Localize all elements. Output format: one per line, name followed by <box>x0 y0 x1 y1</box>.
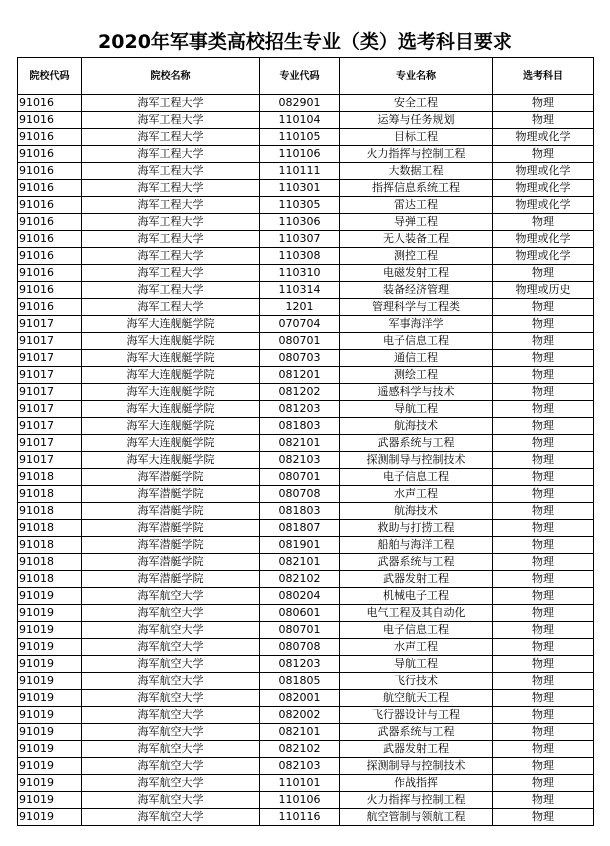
school-code-cell: 91016 <box>18 197 82 214</box>
major-name-cell: 航海技术 <box>340 418 493 435</box>
school-code-cell: 91019 <box>18 656 82 673</box>
major-code-cell: 082102 <box>260 571 340 588</box>
table-row <box>18 214 594 231</box>
school-code-cell: 91018 <box>18 554 82 571</box>
table-row <box>18 112 594 129</box>
major-code-cell: 110101 <box>260 775 340 792</box>
major-name-cell: 火力指挥与控制工程 <box>340 146 493 163</box>
table-row <box>18 724 594 741</box>
major-code-cell: 110314 <box>260 282 340 299</box>
major-code-cell: 081901 <box>260 537 340 554</box>
major-code-cell: 082001 <box>260 690 340 707</box>
school-name-cell: 海军航空大学 <box>82 707 260 724</box>
subject-cell: 物理 <box>493 554 594 571</box>
school-name-cell: 海军潜艇学院 <box>82 486 260 503</box>
school-code-cell: 91016 <box>18 146 82 163</box>
major-name-cell: 装备经济管理 <box>340 282 493 299</box>
school-code-cell: 91016 <box>18 180 82 197</box>
table-row <box>18 197 594 214</box>
school-code-cell: 91016 <box>18 95 82 112</box>
school-name-cell: 海军工程大学 <box>82 95 260 112</box>
major-name-cell: 武器系统与工程 <box>340 724 493 741</box>
school-name-cell: 海军潜艇学院 <box>82 537 260 554</box>
major-name-cell: 飞行器设计与工程 <box>340 707 493 724</box>
page-title: 2020年军事类高校招生专业（类）选考科目要求 <box>98 31 512 53</box>
table-row <box>18 503 594 520</box>
subject-cell: 物理 <box>493 605 594 622</box>
table-row <box>18 316 594 333</box>
table-row <box>18 469 594 486</box>
major-name-cell: 运筹与任务规划 <box>340 112 493 129</box>
school-code-cell: 91017 <box>18 316 82 333</box>
school-code-cell: 91016 <box>18 248 82 265</box>
major-code-cell: 081807 <box>260 520 340 537</box>
school-name-cell: 海军工程大学 <box>82 112 260 129</box>
major-code-cell: 082103 <box>260 758 340 775</box>
subject-cell: 物理 <box>493 741 594 758</box>
table-row <box>18 775 594 792</box>
major-code-cell: 082103 <box>260 452 340 469</box>
table-row <box>18 418 594 435</box>
subject-cell: 物理 <box>493 707 594 724</box>
school-name-cell: 海军潜艇学院 <box>82 571 260 588</box>
school-code-cell: 91016 <box>18 231 82 248</box>
school-name-cell: 海军工程大学 <box>82 146 260 163</box>
header-school-code: 院校代码 <box>18 58 82 95</box>
major-code-cell: 080601 <box>260 605 340 622</box>
table-row <box>18 180 594 197</box>
school-name-cell: 海军大连舰艇学院 <box>82 418 260 435</box>
major-code-cell: 082101 <box>260 435 340 452</box>
school-name-cell: 海军工程大学 <box>82 214 260 231</box>
major-code-cell: 080701 <box>260 469 340 486</box>
subject-cell: 物理或化学 <box>493 180 594 197</box>
table-row <box>18 350 594 367</box>
major-code-cell: 081203 <box>260 401 340 418</box>
header-subject: 选考科目 <box>493 58 594 95</box>
major-name-cell: 电子信息工程 <box>340 333 493 350</box>
table-row <box>18 282 594 299</box>
school-code-cell: 91018 <box>18 520 82 537</box>
major-code-cell: 080708 <box>260 486 340 503</box>
school-code-cell: 91017 <box>18 384 82 401</box>
major-code-cell: 110310 <box>260 265 340 282</box>
school-code-cell: 91016 <box>18 112 82 129</box>
subject-cell: 物理 <box>493 452 594 469</box>
major-code-cell: 081201 <box>260 367 340 384</box>
table-row <box>18 146 594 163</box>
subject-cell: 物理 <box>493 435 594 452</box>
major-code-cell: 110105 <box>260 129 340 146</box>
table-row <box>18 452 594 469</box>
major-name-cell: 武器系统与工程 <box>340 554 493 571</box>
school-name-cell: 海军大连舰艇学院 <box>82 316 260 333</box>
table-row <box>18 333 594 350</box>
table-row <box>18 622 594 639</box>
school-name-cell: 海军大连舰艇学院 <box>82 350 260 367</box>
school-name-cell: 海军航空大学 <box>82 588 260 605</box>
school-code-cell: 91017 <box>18 401 82 418</box>
major-name-cell: 测控工程 <box>340 248 493 265</box>
table-row <box>18 809 594 826</box>
subject-cell: 物理 <box>493 588 594 605</box>
school-code-cell: 91017 <box>18 452 82 469</box>
school-name-cell: 海军航空大学 <box>82 639 260 656</box>
major-name-cell: 船舶与海洋工程 <box>340 537 493 554</box>
major-code-cell: 110301 <box>260 180 340 197</box>
school-code-cell: 91019 <box>18 605 82 622</box>
table-row <box>18 163 594 180</box>
table-row <box>18 367 594 384</box>
subject-cell: 物理 <box>493 622 594 639</box>
major-code-cell: 081803 <box>260 503 340 520</box>
major-name-cell: 航空航天工程 <box>340 690 493 707</box>
table-row <box>18 129 594 146</box>
school-code-cell: 91019 <box>18 690 82 707</box>
table-row <box>18 792 594 809</box>
school-name-cell: 海军航空大学 <box>82 690 260 707</box>
major-code-cell: 080703 <box>260 350 340 367</box>
major-code-cell: 082102 <box>260 741 340 758</box>
subject-cell: 物理 <box>493 673 594 690</box>
major-code-cell: 082101 <box>260 724 340 741</box>
school-name-cell: 海军潜艇学院 <box>82 520 260 537</box>
school-code-cell: 91018 <box>18 469 82 486</box>
subject-cell: 物理 <box>493 333 594 350</box>
major-code-cell: 080204 <box>260 588 340 605</box>
school-code-cell: 91019 <box>18 809 82 826</box>
school-name-cell: 海军航空大学 <box>82 741 260 758</box>
major-name-cell: 电磁发射工程 <box>340 265 493 282</box>
major-name-cell: 通信工程 <box>340 350 493 367</box>
school-code-cell: 91018 <box>18 503 82 520</box>
school-code-cell: 91019 <box>18 639 82 656</box>
school-code-cell: 91019 <box>18 622 82 639</box>
school-code-cell: 91019 <box>18 707 82 724</box>
subject-cell: 物理 <box>493 265 594 282</box>
header-major-code: 专业代码 <box>260 58 340 95</box>
table-row <box>18 401 594 418</box>
major-code-cell: 110305 <box>260 197 340 214</box>
major-name-cell: 雷达工程 <box>340 197 493 214</box>
major-code-cell: 1201 <box>260 299 340 316</box>
major-name-cell: 军事海洋学 <box>340 316 493 333</box>
major-name-cell: 电气工程及其自动化 <box>340 605 493 622</box>
major-code-cell: 080708 <box>260 639 340 656</box>
subject-cell: 物理或化学 <box>493 231 594 248</box>
table-row <box>18 95 594 112</box>
school-code-cell: 91017 <box>18 418 82 435</box>
major-code-cell: 082101 <box>260 554 340 571</box>
subject-cell: 物理 <box>493 775 594 792</box>
school-name-cell: 海军航空大学 <box>82 605 260 622</box>
subject-cell: 物理 <box>493 214 594 231</box>
major-code-cell: 110116 <box>260 809 340 826</box>
school-name-cell: 海军大连舰艇学院 <box>82 384 260 401</box>
major-code-cell: 110307 <box>260 231 340 248</box>
major-code-cell: 082901 <box>260 95 340 112</box>
subject-cell: 物理 <box>493 537 594 554</box>
subject-cell: 物理 <box>493 503 594 520</box>
school-name-cell: 海军工程大学 <box>82 231 260 248</box>
subject-cell: 物理 <box>493 146 594 163</box>
school-name-cell: 海军工程大学 <box>82 163 260 180</box>
table-row <box>18 435 594 452</box>
table-row <box>18 520 594 537</box>
subject-cell: 物理 <box>493 299 594 316</box>
subject-cell: 物理 <box>493 690 594 707</box>
table-row <box>18 384 594 401</box>
school-code-cell: 91016 <box>18 265 82 282</box>
table-row <box>18 656 594 673</box>
major-code-cell: 110106 <box>260 792 340 809</box>
school-code-cell: 91016 <box>18 282 82 299</box>
major-name-cell: 导弹工程 <box>340 214 493 231</box>
school-name-cell: 海军航空大学 <box>82 673 260 690</box>
school-name-cell: 海军潜艇学院 <box>82 469 260 486</box>
table-row <box>18 639 594 656</box>
school-code-cell: 91019 <box>18 792 82 809</box>
subject-cell: 物理 <box>493 639 594 656</box>
school-code-cell: 91019 <box>18 673 82 690</box>
table-row <box>18 248 594 265</box>
major-code-cell: 110111 <box>260 163 340 180</box>
major-name-cell: 航空管制与领航工程 <box>340 809 493 826</box>
major-code-cell: 110308 <box>260 248 340 265</box>
major-name-cell: 探测制导与控制技术 <box>340 452 493 469</box>
table-row <box>18 758 594 775</box>
table-row <box>18 605 594 622</box>
major-name-cell: 无人装备工程 <box>340 231 493 248</box>
table-row <box>18 741 594 758</box>
school-name-cell: 海军工程大学 <box>82 129 260 146</box>
school-name-cell: 海军大连舰艇学院 <box>82 333 260 350</box>
school-name-cell: 海军航空大学 <box>82 656 260 673</box>
school-name-cell: 海军大连舰艇学院 <box>82 367 260 384</box>
subject-cell: 物理 <box>493 316 594 333</box>
school-code-cell: 91018 <box>18 571 82 588</box>
subject-cell: 物理 <box>493 350 594 367</box>
subject-cell: 物理 <box>493 656 594 673</box>
header-major-name: 专业名称 <box>340 58 493 95</box>
school-code-cell: 91016 <box>18 299 82 316</box>
table-row <box>18 673 594 690</box>
subject-cell: 物理 <box>493 418 594 435</box>
major-name-cell: 武器系统与工程 <box>340 435 493 452</box>
table-row <box>18 231 594 248</box>
major-code-cell: 081202 <box>260 384 340 401</box>
subject-cell: 物理或化学 <box>493 197 594 214</box>
table-body <box>18 95 594 826</box>
school-name-cell: 海军航空大学 <box>82 792 260 809</box>
school-code-cell: 91019 <box>18 741 82 758</box>
table-row <box>18 588 594 605</box>
major-name-cell: 探测制导与控制技术 <box>340 758 493 775</box>
major-name-cell: 安全工程 <box>340 95 493 112</box>
table-row <box>18 690 594 707</box>
subject-cell: 物理 <box>493 724 594 741</box>
major-name-cell: 航海技术 <box>340 503 493 520</box>
major-name-cell: 救助与打捞工程 <box>340 520 493 537</box>
school-code-cell: 91019 <box>18 724 82 741</box>
major-name-cell: 大数据工程 <box>340 163 493 180</box>
subject-cell: 物理或历史 <box>493 282 594 299</box>
subject-cell: 物理 <box>493 520 594 537</box>
subject-cell: 物理 <box>493 758 594 775</box>
school-name-cell: 海军航空大学 <box>82 622 260 639</box>
school-name-cell: 海军工程大学 <box>82 197 260 214</box>
subject-cell: 物理 <box>493 809 594 826</box>
school-code-cell: 91018 <box>18 537 82 554</box>
table-row <box>18 554 594 571</box>
table-header-row <box>18 58 594 95</box>
major-name-cell: 导航工程 <box>340 401 493 418</box>
major-code-cell: 082002 <box>260 707 340 724</box>
school-code-cell: 91016 <box>18 214 82 231</box>
subject-cell: 物理 <box>493 367 594 384</box>
major-name-cell: 火力指挥与控制工程 <box>340 792 493 809</box>
school-name-cell: 海军工程大学 <box>82 282 260 299</box>
subject-cell: 物理 <box>493 571 594 588</box>
school-name-cell: 海军航空大学 <box>82 758 260 775</box>
major-name-cell: 武器发射工程 <box>340 571 493 588</box>
school-code-cell: 91019 <box>18 758 82 775</box>
major-code-cell: 110306 <box>260 214 340 231</box>
school-code-cell: 91017 <box>18 367 82 384</box>
major-name-cell: 遥感科学与技术 <box>340 384 493 401</box>
school-name-cell: 海军航空大学 <box>82 809 260 826</box>
major-name-cell: 目标工程 <box>340 129 493 146</box>
major-code-cell: 081803 <box>260 418 340 435</box>
major-name-cell: 水声工程 <box>340 486 493 503</box>
subject-cell: 物理 <box>493 486 594 503</box>
major-code-cell: 070704 <box>260 316 340 333</box>
subject-cell: 物理或化学 <box>493 163 594 180</box>
subject-cell: 物理或化学 <box>493 129 594 146</box>
major-name-cell: 测绘工程 <box>340 367 493 384</box>
table-row <box>18 537 594 554</box>
subject-cell: 物理或化学 <box>493 248 594 265</box>
school-name-cell: 海军潜艇学院 <box>82 554 260 571</box>
school-name-cell: 海军工程大学 <box>82 265 260 282</box>
school-code-cell: 91019 <box>18 588 82 605</box>
school-code-cell: 91017 <box>18 435 82 452</box>
subject-cell: 物理 <box>493 112 594 129</box>
school-code-cell: 91016 <box>18 129 82 146</box>
table-row <box>18 486 594 503</box>
major-name-cell: 导航工程 <box>340 656 493 673</box>
major-name-cell: 指挥信息系统工程 <box>340 180 493 197</box>
major-name-cell: 电子信息工程 <box>340 622 493 639</box>
subject-cell: 物理 <box>493 384 594 401</box>
major-name-cell: 飞行技术 <box>340 673 493 690</box>
school-code-cell: 91016 <box>18 163 82 180</box>
subject-cell: 物理 <box>493 401 594 418</box>
major-code-cell: 110104 <box>260 112 340 129</box>
school-name-cell: 海军大连舰艇学院 <box>82 452 260 469</box>
school-code-cell: 91019 <box>18 775 82 792</box>
school-name-cell: 海军工程大学 <box>82 248 260 265</box>
major-code-cell: 081203 <box>260 656 340 673</box>
subject-cell: 物理 <box>493 792 594 809</box>
school-code-cell: 91017 <box>18 333 82 350</box>
table-row <box>18 707 594 724</box>
major-name-cell: 作战指挥 <box>340 775 493 792</box>
major-name-cell: 机械电子工程 <box>340 588 493 605</box>
school-code-cell: 91018 <box>18 486 82 503</box>
major-code-cell: 080701 <box>260 333 340 350</box>
admission-table <box>17 57 594 826</box>
school-name-cell: 海军大连舰艇学院 <box>82 435 260 452</box>
school-name-cell: 海军工程大学 <box>82 299 260 316</box>
major-code-cell: 080701 <box>260 622 340 639</box>
major-name-cell: 电子信息工程 <box>340 469 493 486</box>
subject-cell: 物理 <box>493 469 594 486</box>
school-name-cell: 海军航空大学 <box>82 724 260 741</box>
school-name-cell: 海军工程大学 <box>82 180 260 197</box>
school-code-cell: 91017 <box>18 350 82 367</box>
school-name-cell: 海军航空大学 <box>82 775 260 792</box>
major-code-cell: 110106 <box>260 146 340 163</box>
table-row <box>18 265 594 282</box>
major-name-cell: 管理科学与工程类 <box>340 299 493 316</box>
table-row <box>18 299 594 316</box>
table-row <box>18 571 594 588</box>
school-name-cell: 海军大连舰艇学院 <box>82 401 260 418</box>
subject-cell: 物理 <box>493 95 594 112</box>
school-name-cell: 海军潜艇学院 <box>82 503 260 520</box>
major-code-cell: 081805 <box>260 673 340 690</box>
major-name-cell: 武器发射工程 <box>340 741 493 758</box>
header-school-name: 院校名称 <box>82 58 260 95</box>
major-name-cell: 水声工程 <box>340 639 493 656</box>
